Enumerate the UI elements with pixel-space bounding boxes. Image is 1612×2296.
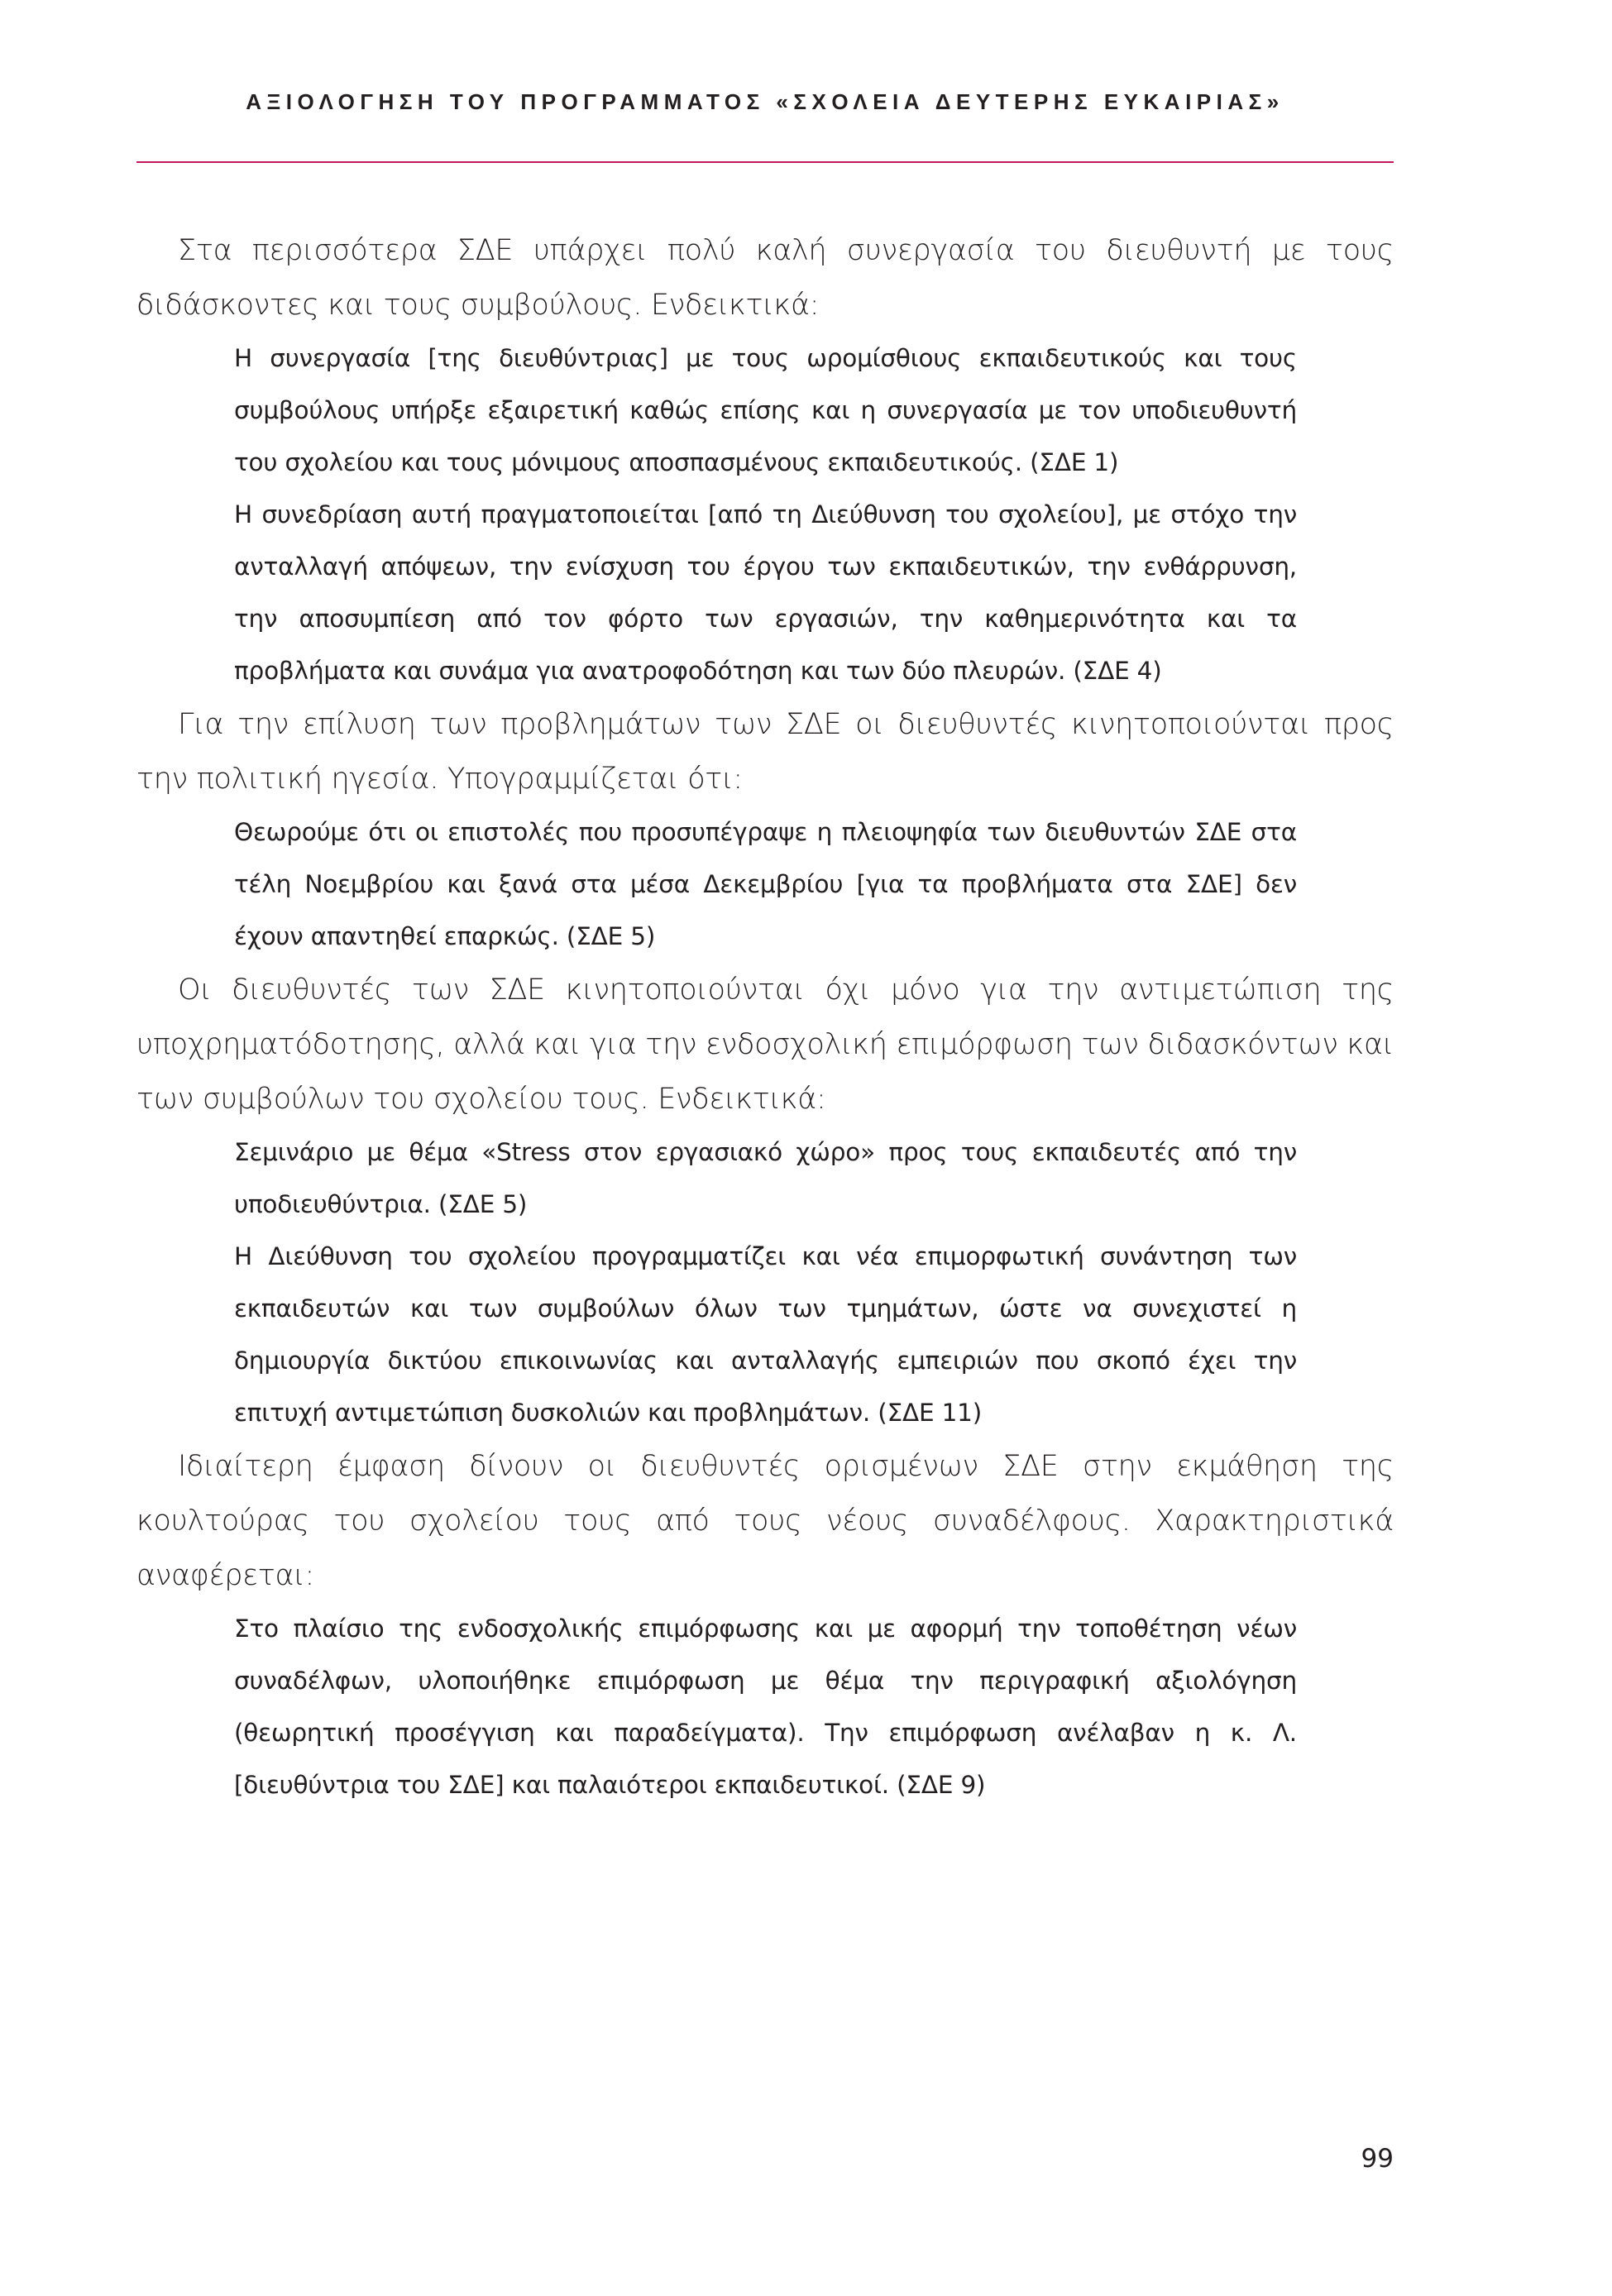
header-rule [136,161,1394,163]
quote-4: Σεμινάριο με θέμα «Stress στον εργασιακό χώρο» προς τους εκπαιδευτές από την υποδιευθύντρια. (ΣΔΕ 5) [234,1138,1297,1218]
body-paragraph-4: Ιδιαίτερη έμφαση δίνουν οι διευθυντές ορισμένων ΣΔΕ στην εκμάθηση της κουλτούρας του σχολείου τους από τους νέους συναδέλφους. Χαρακτηριστικά αναφέρεται: [136,1450,1394,1592]
quote-3: Θεωρούμε ότι οι επιστολές που προσυπέγραψε η πλειοψηφία των διευθυντών ΣΔΕ στα τέλη Νοεμβρίου και ξανά στα μέσα Δεκεμβρίου [για τα προβλήματα στα ΣΔΕ] δεν έχουν απαντηθεί επαρκώς. (ΣΔΕ 5) [234,818,1297,950]
quote-2: Η συνεδρίαση αυτή πραγματοποιείται [από τη Διεύθυνση του σχολείου], με στόχο την ανταλλαγή απόψεων, την ενίσχυση του έργου των εκπαιδευτικών, την ενθάρρυνση, την αποσυμπίεση από τον φόρτο των εργασιών, την καθημερινότητα και τα προβλήματα και συνάμα για ανατροφοδότηση και των δύο πλευρών. (ΣΔΕ 4) [234,500,1297,685]
quote-5: Η Διεύθυνση του σχολείου προγραμματίζει και νέα επιμορφωτική συνάντηση των εκπαιδευτών και των συμβούλων όλων των τμημάτων, ώστε να συνεχιστεί η δημιουργία δικτύου επικοινωνίας και ανταλλαγής εμπειριών που σκοπό έχει την επιτυχή αντιμετώπιση δυσκολιών και προβλημάτων. (ΣΔΕ 11) [234,1242,1297,1427]
body-paragraph-2: Για την επίλυση των προβλημάτων των ΣΔΕ οι διευθυντές κινητοποιούνται προς την πολιτική ηγεσία. Υπογραμμίζεται ότι: [136,708,1394,796]
running-header: ΑΞΙΟΛΟΓΗΣΗ ΤΟΥ ΠΡΟΓΡΑΜΜΑΤΟΣ «ΣΧΟΛΕΙΑ ΔΕΥΤΕΡΗΣ ΕΥΚΑΙΡΙΑΣ» [246,89,1284,114]
quote-1: Η συνεργασία [της διευθύντριας] με τους ωρομίσθιους εκπαιδευτικούς και τους συμβούλους υπήρξε εξαιρετική καθώς επίσης και η συνεργασία με τον υποδιευθυντή του σχολείου και τους μόνιμους αποσπασμένους εκπαιδευτικούς. (ΣΔΕ 1) [234,344,1297,476]
page-number: 99 [1361,2144,1394,2174]
quote-6: Στο πλαίσιο της ενδοσχολικής επιμόρφωσης και με αφορμή την τοποθέτηση νέων συναδέλφων, υλοποιήθηκε επιμόρφωση με θέμα την περιγραφική αξιολόγηση (θεωρητική προσέγγιση και παραδείγματα). Την επιμόρφωση ανέλαβαν η κ. Λ. [διευθύντρια του ΣΔΕ] και παλαιότεροι εκπαιδευτικοί. (ΣΔΕ 9) [234,1614,1297,1799]
body-paragraph-1: Στα περισσότερα ΣΔΕ υπάρχει πολύ καλή συνεργασία του διευθυντή με τους διδάσκοντες και τους συμβούλους. Ενδεικτικά: [136,234,1394,322]
body-paragraph-3: Οι διευθυντές των ΣΔΕ κινητοποιούνται όχι μόνο για την αντιμετώπιση της υποχρηματόδοτησης, αλλά και για την ενδοσχολική επιμόρφωση των διδασκόντων και των συμβούλων του σχολείου τους. Ενδεικτικά: [136,973,1394,1116]
main-content [136,223,1394,1811]
